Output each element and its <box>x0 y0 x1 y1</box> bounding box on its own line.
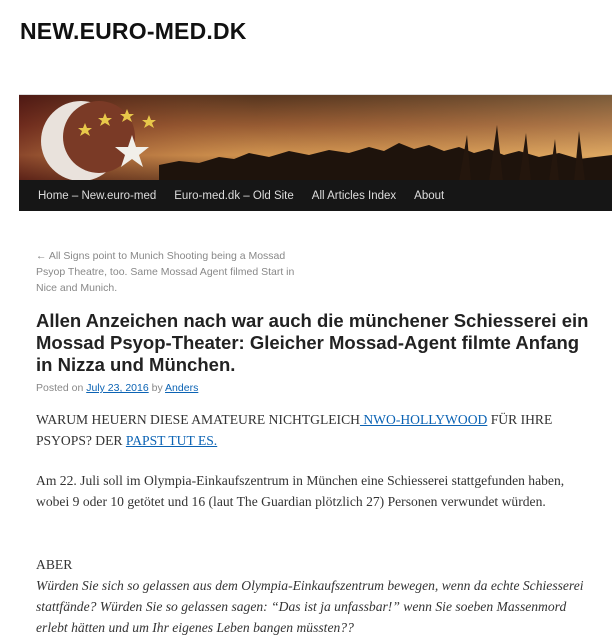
author-link[interactable]: Anders <box>165 382 199 394</box>
content-paragraph-3 <box>36 554 596 638</box>
paragraph-1-text-b: FÜR IHRE PSYOPS? DER <box>36 412 553 448</box>
post-meta <box>36 382 198 394</box>
nav-old-site[interactable]: Euro-med.dk – Old Site <box>174 189 294 202</box>
nav-home[interactable]: Home – New.euro-med <box>38 189 157 202</box>
aber-heading: ABER <box>36 557 73 572</box>
posted-on-label: Posted on <box>36 382 84 394</box>
post-date-link[interactable]: July 23, 2016 <box>86 382 149 394</box>
nav-all-articles-index[interactable]: All Articles Index <box>311 189 397 202</box>
header-banner-image <box>19 94 612 181</box>
previous-post-link[interactable]: ← All Signs point to Munich Shooting being a Mossad Psyop Theatre, too. Same Mossad Agent filmed Start in Nice and Munich. <box>36 250 295 294</box>
site-title[interactable]: NEW.EURO-MED.DK <box>20 18 247 44</box>
post-title: Allen Anzeichen nach war auch die münchener Schiesserei ein Mossad Psyop-Theater: Gleicher Mossad-Agent filmte Anfang in Nizza und München. <box>36 310 589 375</box>
by-label: by <box>151 382 163 394</box>
content-paragraph-1 <box>36 409 596 451</box>
nwo-hollywood-link[interactable]: NWO-HOLLYWOOD <box>359 412 488 427</box>
main-navigation <box>19 180 612 211</box>
content-paragraph-2: Am 22. Juli soll im Olympia-Einkaufszentrum in München eine Schiesserei stattgefunden haben, wobei 9 oder 10 getötet und 16 (laut The Guardian plötzlich 27) Personen verwundet würden. <box>36 473 565 509</box>
nav-about[interactable]: About <box>414 189 445 202</box>
papst-tut-es-link[interactable]: PAPST TUT ES. <box>125 433 218 448</box>
italic-question-text: Würden Sie sich so gelassen aus dem Olympia-Einkaufszentrum bewegen, wenn da echte Schiesserei stattfände? Würden Sie so gelassen sagen: “Das ist ja unfassbar!” wenn Sie soeben Massenmord erlebt hätten und um Ihr eigenes Leben bangen müssten?? <box>36 578 584 635</box>
paragraph-1-text-a: WARUM HEUERN DIESE AMATEURE NICHTGLEICH <box>36 412 360 427</box>
